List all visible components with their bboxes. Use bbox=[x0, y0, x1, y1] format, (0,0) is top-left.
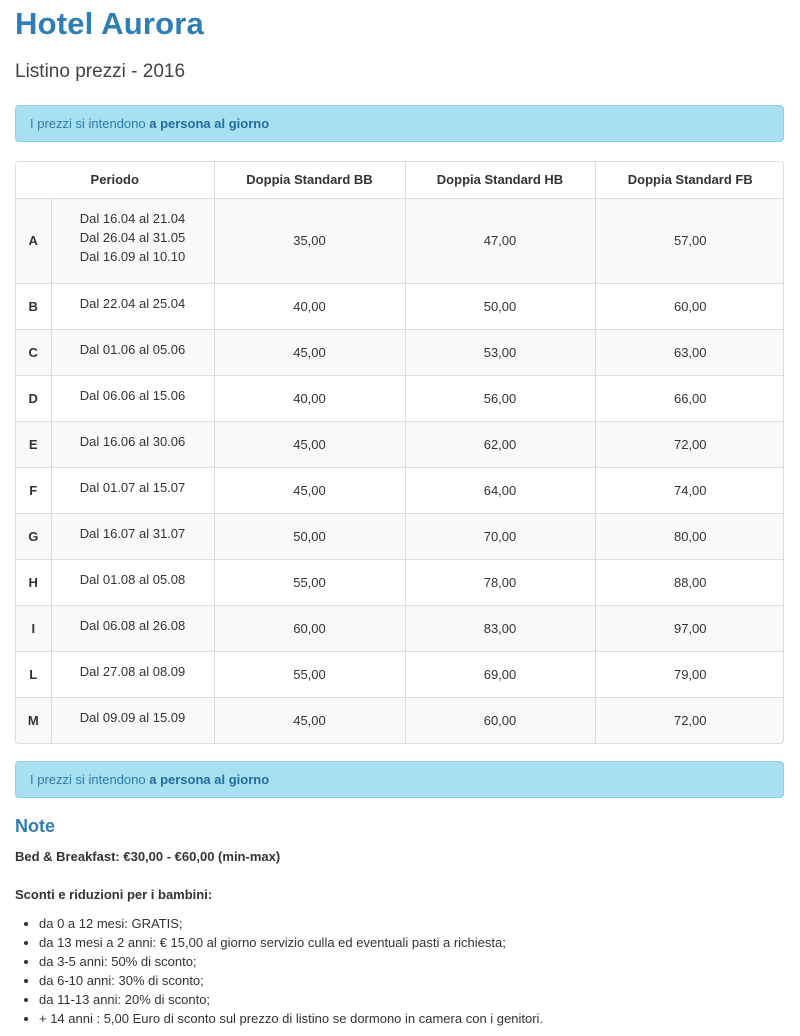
price-fb: 74,00 bbox=[595, 467, 784, 513]
price-fb: 80,00 bbox=[595, 513, 784, 559]
season-period bbox=[51, 329, 214, 375]
period-range: Dal 06.06 al 15.06 bbox=[79, 387, 186, 403]
price-bb: 45,00 bbox=[214, 421, 405, 467]
page-subtitle: Listino prezzi - 2016 bbox=[15, 61, 186, 82]
period-range: Dal 22.04 al 25.04 bbox=[79, 295, 186, 311]
list-item: • + 14 anni : 5,00 Euro di sconto sul prezzo di listino se dormono in camera con i genitori. bbox=[39, 1010, 543, 1029]
season-period bbox=[51, 283, 214, 329]
list-item: • da 0 a 12 mesi: GRATIS; bbox=[39, 915, 543, 934]
price-bb: 55,00 bbox=[214, 651, 405, 697]
season-code: L bbox=[16, 651, 51, 697]
season-code: H bbox=[16, 559, 51, 605]
price-fb: 57,00 bbox=[595, 198, 784, 283]
price-hb: 70,00 bbox=[405, 513, 595, 559]
season-period bbox=[51, 421, 214, 467]
price-fb: 72,00 bbox=[595, 697, 784, 743]
price-hb: 78,00 bbox=[405, 559, 595, 605]
price-hb: 62,00 bbox=[405, 421, 595, 467]
season-code: E bbox=[16, 421, 51, 467]
price-bb: 40,00 bbox=[214, 283, 405, 329]
season-period bbox=[51, 605, 214, 651]
price-fb: 97,00 bbox=[595, 605, 784, 651]
table-header-row bbox=[16, 162, 784, 198]
table-row bbox=[16, 605, 784, 651]
header-period: Periodo bbox=[16, 162, 214, 198]
price-fb: 60,00 bbox=[595, 283, 784, 329]
price-bb: 45,00 bbox=[214, 467, 405, 513]
table-row bbox=[16, 375, 784, 421]
season-period bbox=[51, 697, 214, 743]
table-row bbox=[16, 513, 784, 559]
table-row bbox=[16, 559, 784, 605]
list-item: • da 3-5 anni: 50% di sconto; bbox=[39, 953, 543, 972]
list-item: • da 11-13 anni: 20% di sconto; bbox=[39, 991, 543, 1010]
season-period bbox=[51, 375, 214, 421]
season-period bbox=[51, 198, 214, 283]
season-code: D bbox=[16, 375, 51, 421]
price-fb: 88,00 bbox=[595, 559, 784, 605]
period-range: Dal 01.07 al 15.07 bbox=[79, 479, 186, 495]
period-range: Dal 26.04 al 31.05 bbox=[79, 229, 186, 245]
price-fb: 79,00 bbox=[595, 651, 784, 697]
period-range: Dal 09.09 al 15.09 bbox=[79, 709, 186, 725]
season-period bbox=[51, 467, 214, 513]
price-bb: 45,00 bbox=[214, 329, 405, 375]
children-discount-list bbox=[39, 915, 543, 1029]
period-range: Dal 06.08 al 26.08 bbox=[79, 617, 186, 633]
table-row bbox=[16, 651, 784, 697]
period-range: Dal 16.09 al 10.10 bbox=[79, 248, 186, 264]
season-code: M bbox=[16, 697, 51, 743]
season-code: C bbox=[16, 329, 51, 375]
list-item: • da 6-10 anni: 30% di sconto; bbox=[39, 972, 543, 991]
season-code: A bbox=[16, 198, 51, 283]
table-row bbox=[16, 467, 784, 513]
price-fb: 66,00 bbox=[595, 375, 784, 421]
price-table bbox=[15, 161, 784, 744]
price-hb: 56,00 bbox=[405, 375, 595, 421]
period-range: Dal 01.06 al 05.06 bbox=[79, 341, 186, 357]
season-code: G bbox=[16, 513, 51, 559]
season-code: F bbox=[16, 467, 51, 513]
notice-prefix: I prezzi si intendono bbox=[30, 772, 150, 787]
table-row bbox=[16, 697, 784, 743]
price-fb: 63,00 bbox=[595, 329, 784, 375]
price-bb: 45,00 bbox=[214, 697, 405, 743]
notice-emphasis: a persona al giorno bbox=[149, 116, 270, 131]
season-code: I bbox=[16, 605, 51, 651]
season-period bbox=[51, 651, 214, 697]
price-notice-top bbox=[15, 105, 784, 142]
price-hb: 47,00 bbox=[405, 198, 595, 283]
list-item: • da 13 mesi a 2 anni: € 15,00 al giorno servizio culla ed eventuali pasti a richiesta; bbox=[39, 934, 543, 953]
price-fb: 72,00 bbox=[595, 421, 784, 467]
table-row bbox=[16, 198, 784, 283]
table-row bbox=[16, 329, 784, 375]
season-code: B bbox=[16, 283, 51, 329]
header-hb: Doppia Standard HB bbox=[405, 162, 595, 198]
notice-prefix: I prezzi si intendono bbox=[30, 116, 150, 131]
price-hb: 60,00 bbox=[405, 697, 595, 743]
price-hb: 69,00 bbox=[405, 651, 595, 697]
table-row bbox=[16, 421, 784, 467]
period-range: Dal 27.08 al 08.09 bbox=[79, 663, 186, 679]
period-range: Dal 16.07 al 31.07 bbox=[79, 525, 186, 541]
table-row bbox=[16, 283, 784, 329]
period-range: Dal 01.08 al 05.08 bbox=[79, 571, 186, 587]
header-bb: Doppia Standard BB bbox=[214, 162, 405, 198]
price-hb: 64,00 bbox=[405, 467, 595, 513]
price-hb: 50,00 bbox=[405, 283, 595, 329]
price-bb: 55,00 bbox=[214, 559, 405, 605]
period-range: Dal 16.06 al 30.06 bbox=[79, 433, 186, 449]
season-period bbox=[51, 513, 214, 559]
period-range: Dal 16.04 al 21.04 bbox=[79, 210, 186, 226]
price-bb: 40,00 bbox=[214, 375, 405, 421]
price-bb: 60,00 bbox=[214, 605, 405, 651]
page-title: Hotel Aurora bbox=[15, 6, 204, 41]
price-bb: 35,00 bbox=[214, 198, 405, 283]
notice-emphasis: a persona al giorno bbox=[149, 772, 270, 787]
children-discount-title: Sconti e riduzioni per i bambini: bbox=[15, 887, 213, 902]
price-hb: 83,00 bbox=[405, 605, 595, 651]
price-hb: 53,00 bbox=[405, 329, 595, 375]
season-period bbox=[51, 559, 214, 605]
notes-title: Note bbox=[15, 816, 55, 836]
header-fb: Doppia Standard FB bbox=[595, 162, 784, 198]
price-notice-bottom bbox=[15, 761, 784, 798]
bb-price-range: Bed & Breakfast: €30,00 - €60,00 (min-max) bbox=[15, 849, 281, 864]
price-bb: 50,00 bbox=[214, 513, 405, 559]
